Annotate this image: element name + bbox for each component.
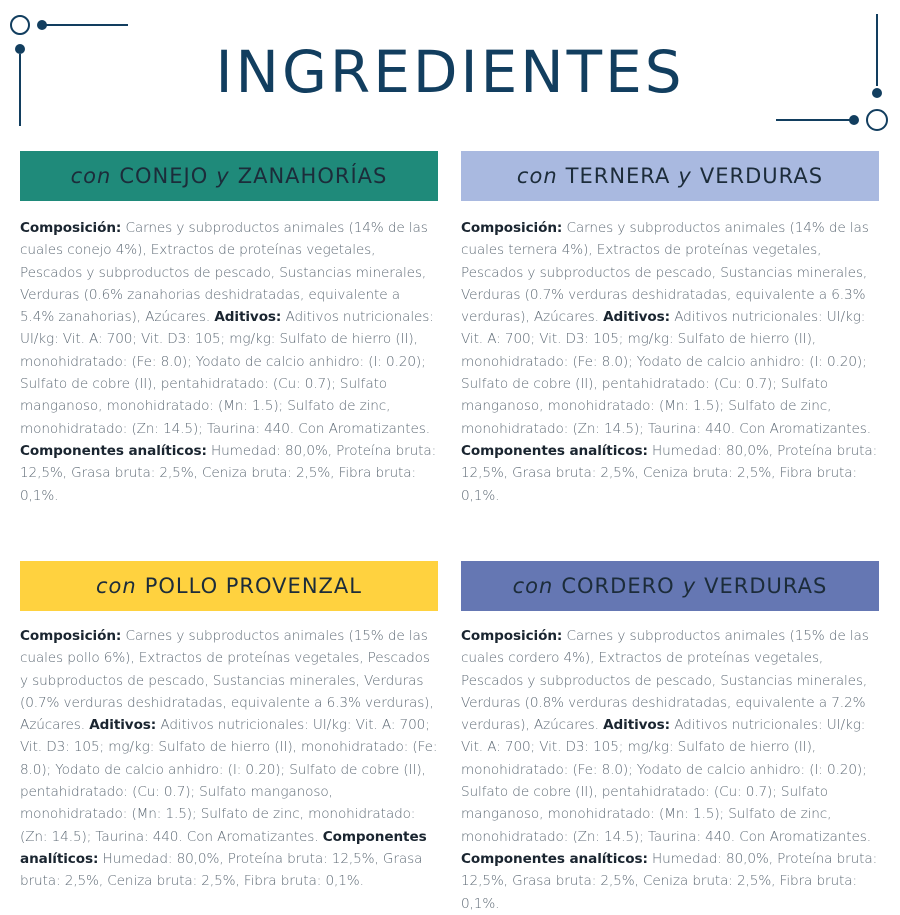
banner-main: CORDERO <box>561 574 675 598</box>
card-pollo <box>20 561 438 893</box>
banner-main: CONEJO <box>119 164 209 188</box>
text-composicion: Carnes y subproductos animales (14% de las cuales conejo 4%), Extractos de proteínas vegetales, Pescados y subproductos de pescado, Sustancias minerales, Verduras (0.6% zanahorias deshidratadas, equivalente a 5.4% zanahorias), Azúcares. <box>20 220 428 326</box>
banner-con: con <box>70 164 112 188</box>
text-componentes: Humedad: 80,0%, Proteína bruta: 12,5%, Grasa bruta: 2,5%, Ceniza bruta: 2,5%, Fibra bruta: 0,1%. <box>20 850 423 890</box>
dot-icon <box>849 115 859 125</box>
banner-con: con <box>96 574 137 598</box>
ingredients-text <box>20 217 438 507</box>
card-conejo <box>20 151 438 507</box>
text-componentes: Humedad: 80,0%, Proteína bruta: 12,5%, Grasa bruta: 2,5%, Ceniza bruta: 2,5%, Fibra bruta: 0,1%. <box>461 442 878 504</box>
label-componentes: Componentes analíticos: <box>461 442 648 459</box>
card-ternera <box>461 151 879 507</box>
label-aditivos: Aditivos: <box>214 309 282 326</box>
card-banner <box>461 151 879 201</box>
label-componentes: Componentes analíticos: <box>461 850 648 867</box>
banner-amp: y <box>216 164 230 188</box>
text-componentes: Humedad: 80,0%, Proteína bruta: 12,5%, Grasa bruta: 2,5%, Ceniza bruta: 2,5%, Fibra bruta: 0,1%. <box>20 442 437 504</box>
banner-secondary: VERDURAS <box>699 164 824 188</box>
banner-amp: y <box>678 164 692 188</box>
ingredients-text <box>461 217 879 507</box>
label-componentes: Componentes analíticos: <box>20 442 207 459</box>
text-aditivos: Aditivos nutricionales: UI/kg: Vit. A: 700; Vit. D3: 105; mg/kg: Sulfato de hierro (II), monohidratado: (Fe: 8.0); Yodato de calcio anhidro: (I: 0.20); Sulfato de cobre (II), pentahidratado: (Cu: 0.7); Sulfato manganoso, monohidratado: (Mn: 1.5); Sulfato de zinc, monohidratado: (Zn: 14.5); Taurina: 440. Con Aromatizantes. <box>461 717 871 845</box>
label-aditivos: Aditivos: <box>89 717 157 734</box>
banner-con: con <box>512 574 554 598</box>
banner-con: con <box>516 164 558 188</box>
label-componentes: Componentes analíticos: <box>20 828 427 867</box>
card-cordero <box>461 561 879 915</box>
ingredients-text <box>461 625 879 915</box>
label-composicion: Composición: <box>20 220 122 236</box>
banner-amp: y <box>682 574 697 598</box>
text-aditivos: Aditivos nutricionales: UI/kg: Vit. A: 700; Vit. D3: 105; mg/kg: Sulfato de hierro (II), monohidratado: (Fe: 8.0); Yodato de calcio anhidro: (I: 0.20); Sulfato de cobre (II), pentahidratado: (Cu: 0.7); Sulfato manganoso, monohidratado: (Mn: 1.5); Sulfato de zinc, monohidratado: (Zn: 14.5); Taurina: 440. Con Aromatizantes. <box>461 309 871 437</box>
banner-main: POLLO PROVENZAL <box>144 574 362 598</box>
card-banner <box>20 561 438 611</box>
label-composicion: Composición: <box>461 220 563 236</box>
label-aditivos: Aditivos: <box>603 717 670 734</box>
text-aditivos: Aditivos nutricionales: UI/kg: Vit. A: 700; Vit. D3: 105; mg/kg: Sulfato de hierro (II), monohidratado: (Fe: 8.0); Yodato de calcio anhidro: (I: 0.20); Sulfato de cobre (II), pentahidratado: (Cu: 0.7); Sulfato manganoso, monohidratado: (Mn: 1.5); Sulfato de zinc, monohidratado: (Zn: 14.5); Taurina: 440. Con Aromatizantes. <box>20 717 438 845</box>
banner-secondary: ZANAHORÍAS <box>237 164 388 188</box>
label-aditivos: Aditivos: <box>603 309 670 326</box>
page-title: INGREDIENTES <box>215 38 685 106</box>
card-banner <box>461 561 879 611</box>
banner-main: TERNERA <box>565 164 671 188</box>
ingredients-text <box>20 625 438 893</box>
divider-line <box>46 24 128 26</box>
text-composicion: Carnes y subproductos animales (15% de las cuales pollo 6%), Extractos de proteínas vegetales, Pescados y subproductos de pescado, Sustancias minerales, Verduras (0.7% verduras deshidratadas, equivalente a 6.3% verduras), Azúcares. <box>20 628 434 734</box>
dot-icon <box>37 20 47 30</box>
divider-line <box>776 119 852 121</box>
label-composicion: Composición: <box>461 628 563 644</box>
text-composicion: Carnes y subproductos animales (15% de las cuales cordero 4%), Extractos de proteínas vegetales, Pescados y subproductos de pescado, Sustancias minerales, Verduras (0.8% verduras deshidratadas, equivalente a 7.2% verduras), Azúcares. <box>461 628 869 734</box>
label-composicion: Composición: <box>20 628 122 644</box>
ring-icon <box>866 109 888 131</box>
text-composicion: Carnes y subproductos animales (14% de las cuales ternera 4%), Extractos de proteínas vegetales, Pescados y subproductos de pescado, Sustancias minerales, Verduras (0.7% verduras deshidratadas, equivalente a 6.3% verduras), Azúcares. <box>461 220 869 326</box>
ring-icon <box>10 15 30 35</box>
text-componentes: Humedad: 80,0%, Proteína bruta: 12,5%, Grasa bruta: 2,5%, Ceniza bruta: 2,5%, Fibra bruta: 0,1%. <box>461 850 878 912</box>
banner-secondary: VERDURAS <box>704 574 828 598</box>
card-banner <box>20 151 438 201</box>
text-aditivos: Aditivos nutricionales: UI/kg: Vit. A: 700; Vit. D3: 105; mg/kg: Sulfato de hierro (II), monohidratado: (Fe: 8.0); Yodato de calcio anhidro: (I: 0.20); Sulfato de cobre (II), pentahidratado: (Cu: 0.7); Sulfato manganoso, monohidratado: (Mn: 1.5); Sulfato de zinc, monohidratado: (Zn: 14.5); Taurina: 440. Con Aromatizantes. <box>20 309 434 437</box>
